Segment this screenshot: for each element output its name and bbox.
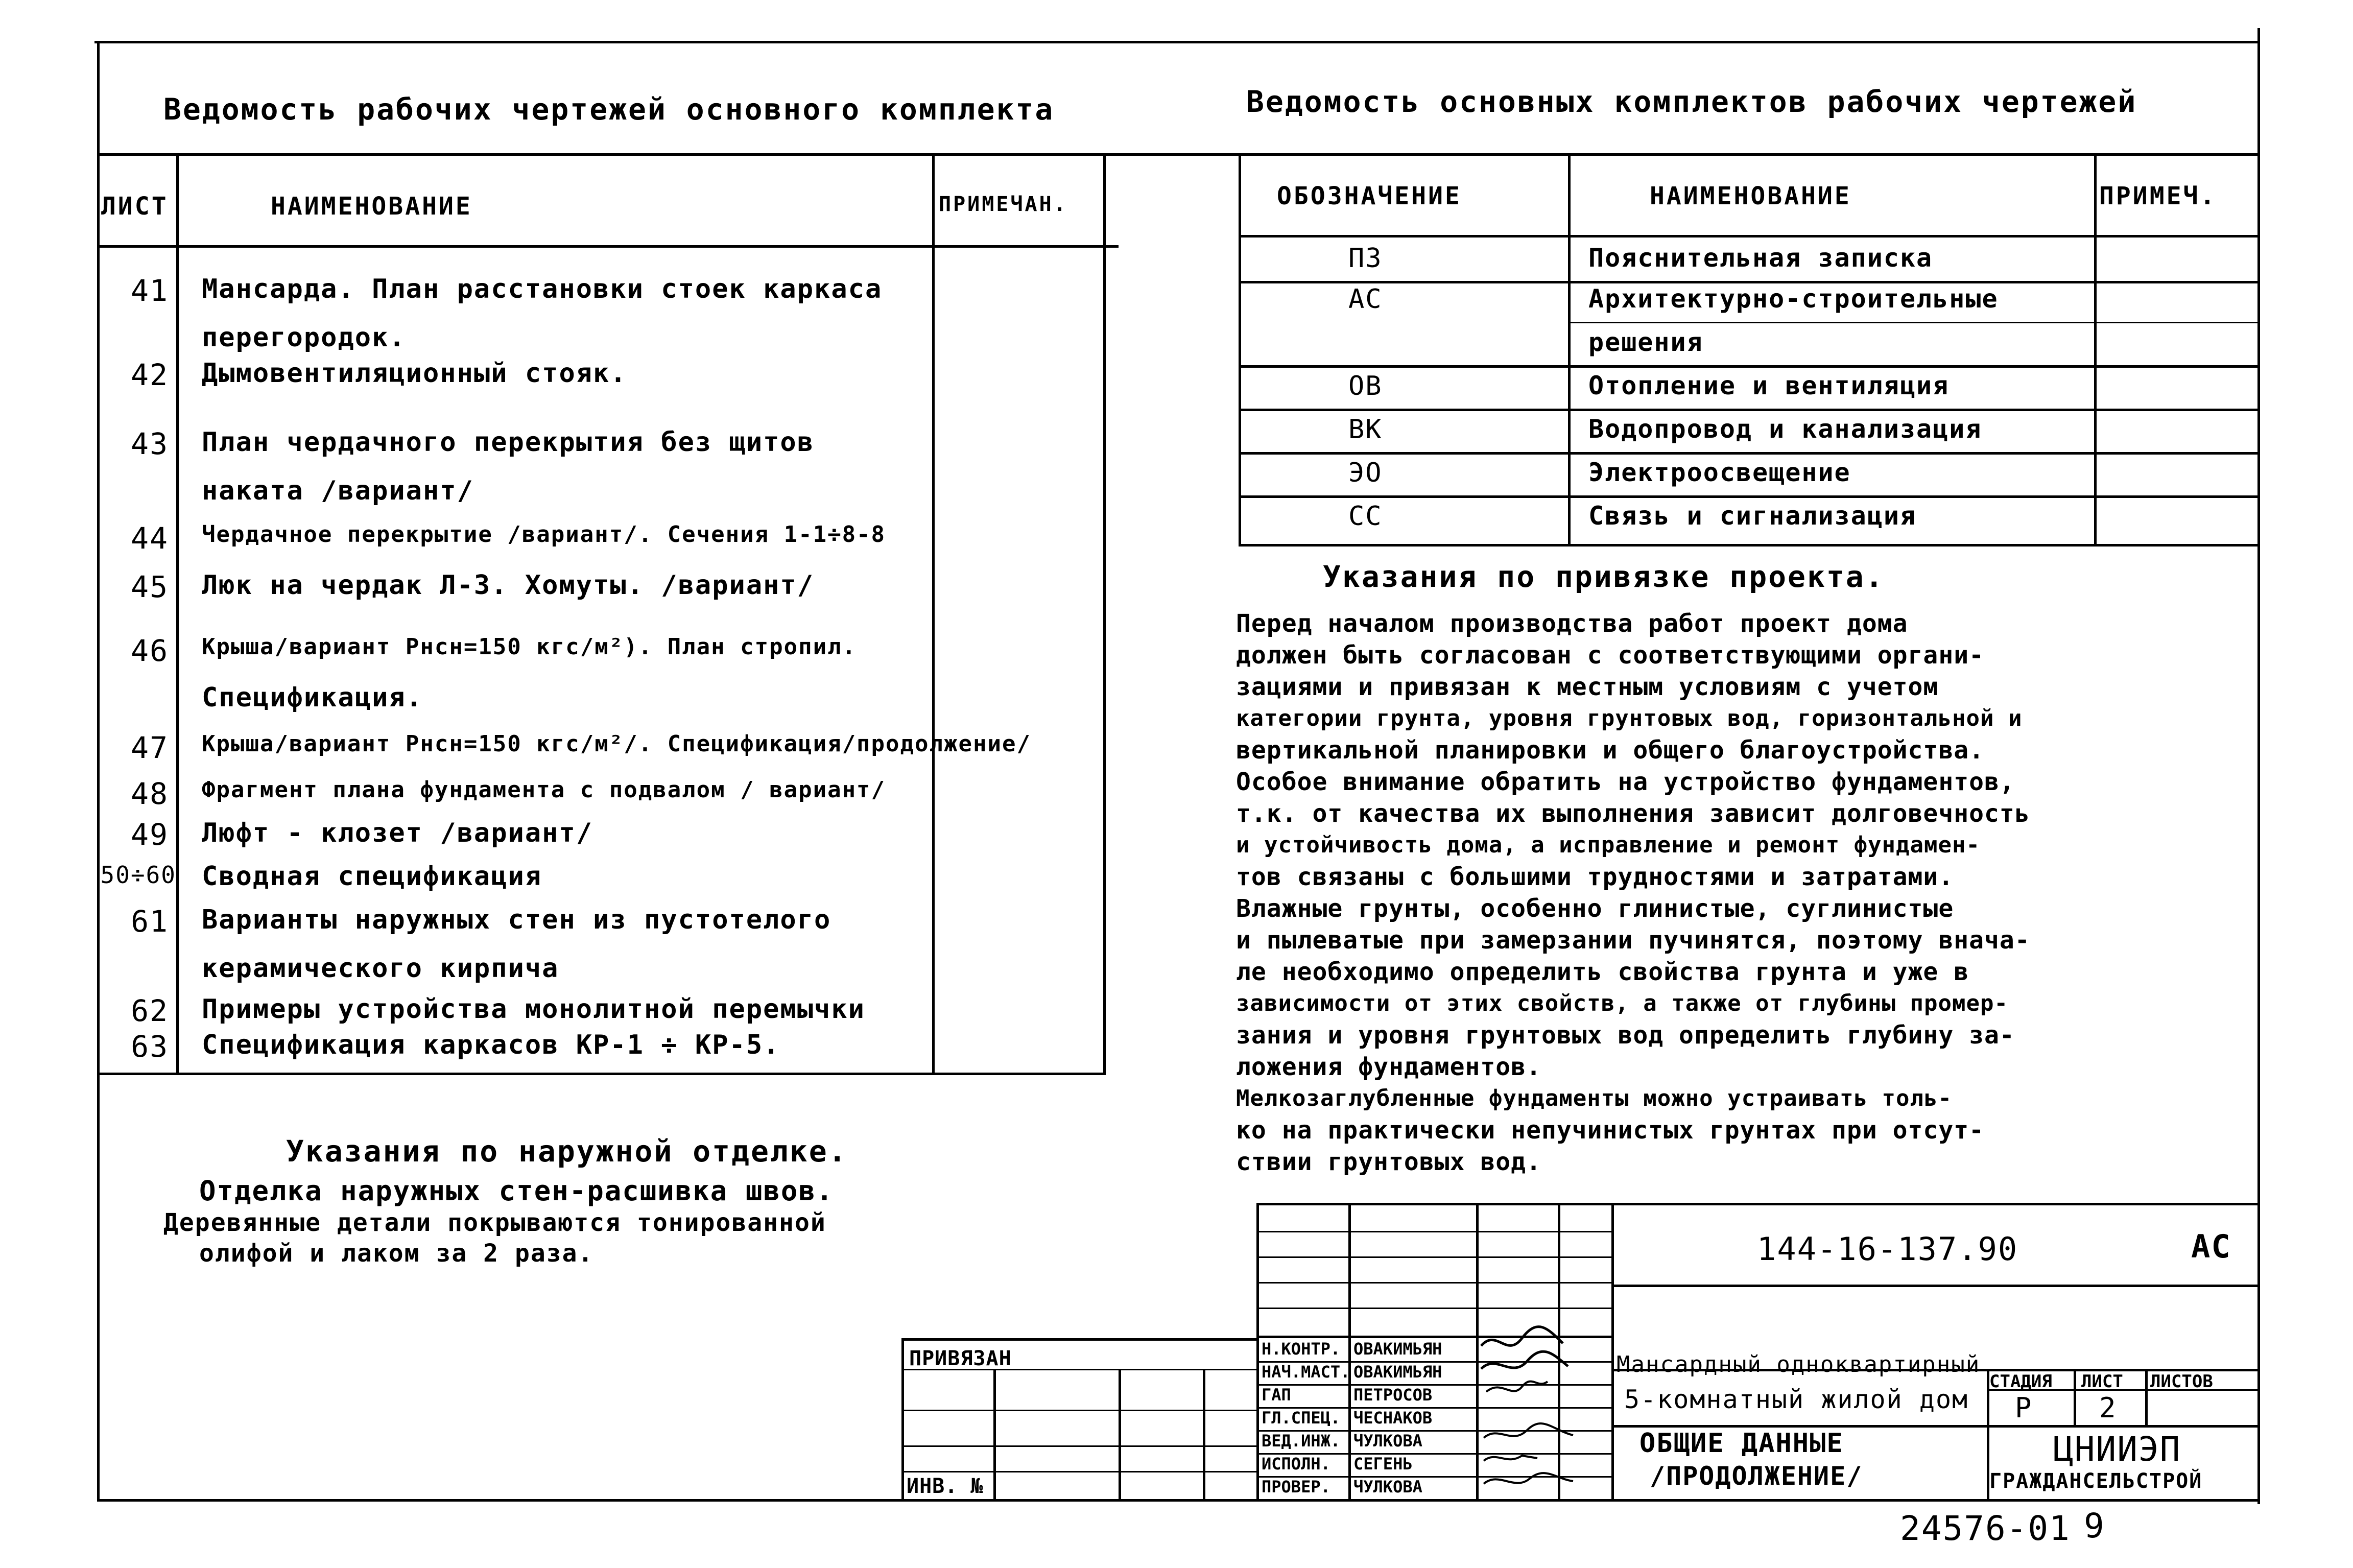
left-table-title: Ведомость рабочих чертежей основного комплекта — [163, 92, 1055, 127]
left-row-name-line: Крыша/вариант Pнсн=150 кгс/м²/. Спецификация/продолжение/ — [202, 731, 1031, 757]
right-row-code: СС — [1348, 501, 1383, 532]
right-header-name: НАИМЕНОВАНИЕ — [1650, 182, 1851, 210]
left-table-col-line-3 — [1103, 153, 1106, 1073]
exterior-line-2: Деревянные детали покрываются тонированной — [163, 1208, 826, 1237]
left-header-name: НАИМЕНОВАНИЕ — [271, 192, 472, 221]
left-row-name-line: План чердачного перекрытия без щитов — [202, 427, 815, 458]
right-table-left-line — [1239, 153, 1241, 547]
stamp-col-a — [1348, 1203, 1351, 1499]
privyazan-top — [901, 1338, 1259, 1341]
privyazan-left — [901, 1338, 904, 1499]
left-row-number: 45 — [131, 569, 169, 604]
binding-line: ствии грунтовых вод. — [1236, 1148, 1541, 1176]
left-row-name-line: Мансарда. План расстановки стоек каркаса — [202, 274, 883, 304]
binding-line: Мелкозаглубленные фундаменты можно устраивать толь- — [1236, 1085, 1953, 1111]
sheet-header: ЛИСТ — [2081, 1371, 2123, 1392]
privyazan-col-1 — [993, 1369, 996, 1499]
binding-line: и пылеватые при замерзании пучинятся, поэтому внача- — [1236, 926, 2030, 955]
right-row-code: ВК — [1348, 414, 1383, 445]
left-row-name-line: Люк на чердак Л-3. Хомуты. /вариант/ — [202, 570, 815, 601]
binding-line: т.к. от качества их выполнения зависит долговечность — [1236, 799, 2030, 828]
binding-line: и устойчивость дома, а исправление и ремонт фундамен- — [1236, 832, 1980, 858]
left-row-number: 43 — [131, 426, 169, 461]
frame-top-line — [94, 41, 2260, 43]
privyazan-line-3 — [901, 1445, 1259, 1447]
signatures — [1476, 1297, 1614, 1502]
binding-line: зависимости от этих свойств, а также от глубины промер- — [1236, 990, 2008, 1016]
right-row-divider — [1568, 322, 2260, 323]
binding-line: зациями и привязан к местным условиям с учетом — [1236, 673, 1939, 701]
left-header-note: ПРИМЕЧАН. — [939, 193, 1068, 216]
stamp-role: ГЛ.СПЕЦ. — [1262, 1408, 1341, 1428]
stamp-rev-line-1 — [1256, 1231, 1614, 1232]
left-table-bottom-line — [97, 1073, 1106, 1075]
left-row-name-line: Варианты наружных стен из пустотелого — [202, 905, 831, 935]
binding-line: Особое внимание обратить на устройство фундаментов, — [1236, 768, 2015, 796]
org-line-2: ГРАЖДАНСЕЛЬСТРОЙ — [1989, 1469, 2203, 1493]
project-line-2: 5-комнатный жилой дом — [1624, 1385, 1969, 1414]
right-row-name: Связь и сигнализация — [1588, 501, 1917, 531]
right-header-note: ПРИМЕЧ. — [2099, 182, 2217, 210]
left-row-name-line: Спецификация. — [202, 682, 423, 713]
sheet-value: 2 — [2099, 1392, 2117, 1424]
stamp-rev-line-3 — [1256, 1282, 1614, 1284]
binding-title: Указания по привязке проекта. — [1323, 559, 1885, 594]
stamp-person: ОВАКИМЬЯН — [1353, 1339, 1442, 1359]
right-row-code: ОВ — [1348, 371, 1383, 401]
left-row-name-line: Дымовентиляционный стояк. — [202, 358, 627, 389]
binding-line: категории грунта, уровня грунтовых вод, горизонтальной и — [1236, 705, 2023, 731]
binding-line: ложения фундаментов. — [1236, 1053, 1541, 1081]
stamp-top-line — [1256, 1203, 2260, 1205]
binding-line: Влажные грунты, особенно глинистые, суглинистые — [1236, 894, 1954, 923]
right-row-divider — [1239, 495, 2260, 498]
right-row-name: Пояснительная записка — [1588, 243, 1933, 273]
exterior-line-1: Отделка наружных стен-расшивка швов. — [199, 1175, 834, 1207]
right-row-divider — [1239, 281, 2260, 283]
binding-line: ко на практически непучинистых грунтах при отсут- — [1236, 1116, 1985, 1145]
left-row-number: 63 — [131, 1029, 169, 1064]
page-number: 9 — [2084, 1506, 2105, 1546]
privyazan-col-3 — [1203, 1369, 1205, 1499]
stamp-doc-line — [1611, 1425, 2260, 1428]
left-table-col-line-2 — [932, 153, 935, 1073]
stamp-person: ЧЕСНАКОВ — [1353, 1408, 1433, 1428]
stamp-rev-line-2 — [1256, 1256, 1614, 1258]
privyazan-line-2 — [901, 1410, 1259, 1411]
stage-value: Р — [2015, 1392, 2033, 1424]
left-row-number: 49 — [131, 817, 169, 852]
right-row-divider — [1239, 365, 2260, 368]
stamp-left-line — [1256, 1203, 1259, 1499]
left-row-number: 44 — [131, 521, 169, 556]
stamp-person: ПЕТРОСОВ — [1353, 1385, 1433, 1405]
right-header-code: ОБОЗНАЧЕНИЕ — [1277, 182, 1462, 210]
stamp-person: СЕГЕНЬ — [1353, 1454, 1413, 1474]
archive-number: 24576-01 — [1900, 1509, 2071, 1548]
binding-line: вертикальной планировки и общего благоустройства. — [1236, 736, 1985, 765]
inv-label: ИНВ. № — [907, 1475, 984, 1498]
right-table-col-line-1 — [1568, 153, 1571, 547]
binding-line: должен быть согласован с соответствующими органи- — [1236, 641, 1985, 670]
stamp-role: ИСПОЛН. — [1262, 1454, 1330, 1474]
stamp-role: Н.КОНТР. — [1262, 1339, 1341, 1359]
right-table-title: Ведомость основных комплектов рабочих чертежей — [1246, 84, 2137, 119]
left-table-top-line — [97, 153, 1244, 156]
stamp-role: ГАП — [1262, 1385, 1291, 1405]
left-table-col-line-1 — [176, 153, 179, 1073]
stage-header: СТАДИЯ — [1989, 1371, 2052, 1392]
left-row-number: 47 — [131, 730, 169, 765]
privyazan-label: ПРИВЯЗАН — [909, 1347, 1012, 1370]
stamp-code-line — [1611, 1285, 2260, 1287]
stamp-role: НАЧ.МАСТ. — [1262, 1362, 1350, 1382]
left-row-number: 42 — [131, 358, 169, 392]
stamp-role: ПРОВЕР. — [1262, 1477, 1330, 1496]
stamp-role: ВЕД.ИНЖ. — [1262, 1431, 1341, 1451]
left-row-number: 48 — [131, 776, 169, 811]
right-row-code: ПЗ — [1348, 243, 1383, 274]
right-row-code: ЭО — [1348, 458, 1383, 488]
project-line-1: Мансардный одноквартирный — [1617, 1351, 1981, 1377]
right-row-name: Водопровод и канализация — [1588, 414, 1982, 444]
right-table-top-line — [1239, 153, 2260, 156]
exterior-title: Указания по наружной отделке. — [286, 1134, 848, 1169]
left-row-name-line: Спецификация каркасов КР-1 ÷ КР-5. — [202, 1030, 780, 1060]
left-row-name-line: Крыша/вариант Pнсн=150 кгс/м²). План стропил. — [202, 634, 857, 660]
binding-line: тов связаны с большими трудностями и затратами. — [1236, 863, 1954, 891]
left-row-name-line: перегородок. — [202, 322, 406, 353]
doc-line-1: ОБЩИЕ ДАННЫЕ — [1639, 1428, 1844, 1459]
left-row-number: 41 — [131, 273, 169, 308]
right-row-divider — [1239, 452, 2260, 455]
binding-line: ле необходимо определить свойства грунта и уже в — [1236, 958, 1969, 986]
right-table-bottom-line — [1239, 544, 2260, 547]
org-line-1: ЦНИИЭП — [2053, 1430, 2181, 1469]
doc-line-2: /ПРОДОЛЖЕНИЕ/ — [1650, 1461, 1863, 1491]
stamp-person: ОВАКИМЬЯН — [1353, 1362, 1442, 1382]
right-row-divider — [1239, 409, 2260, 411]
left-row-name-line: наката /вариант/ — [202, 476, 474, 506]
left-row-name-line: керамического кирпича — [202, 953, 559, 984]
privyazan-line-4 — [901, 1471, 1259, 1472]
left-row-name-line: Сводная спецификация — [202, 861, 542, 892]
left-row-number: 50÷60 — [100, 861, 176, 889]
stamp-person: ЧУЛКОВА — [1353, 1477, 1422, 1496]
sheets-header: ЛИСТОВ — [2150, 1371, 2213, 1392]
right-table-col-line-2 — [2094, 153, 2097, 547]
binding-line: Перед началом производства работ проект дома — [1236, 609, 1908, 638]
left-row-number: 61 — [131, 904, 169, 939]
right-table-header-line — [1239, 235, 2260, 237]
stamp-sheet-col — [2074, 1369, 2076, 1425]
frame-right-line — [2257, 28, 2260, 1504]
binding-line: зания и уровня грунтовых вод определить глубину за- — [1236, 1021, 2015, 1050]
stamp-sheets-col — [2145, 1369, 2148, 1425]
right-row-code: АС — [1348, 284, 1383, 315]
stamp-code: 144-16-137.90 — [1757, 1230, 2018, 1268]
privyazan-col-2 — [1119, 1369, 1121, 1499]
frame-bottom-line — [97, 1499, 2260, 1502]
left-header-sheet: ЛИСТ — [101, 192, 169, 221]
right-row-name: решения — [1588, 327, 1703, 357]
left-table-header-line — [97, 245, 1119, 248]
right-row-name: Отопление и вентиляция — [1588, 371, 1950, 400]
left-row-number: 62 — [131, 993, 169, 1028]
stamp-mark: АС — [2191, 1228, 2231, 1265]
left-row-number: 46 — [131, 633, 169, 668]
left-row-name-line: Примеры устройства монолитной перемычки — [202, 994, 865, 1025]
left-row-name-line: Чердачное перекрытие /вариант/. Сечения 1-1÷8-8 — [202, 521, 886, 548]
frame-left-line — [97, 41, 100, 1502]
exterior-line-3: олифой и лаком за 2 раза. — [199, 1239, 594, 1268]
left-row-name-line: Люфт - клозет /вариант/ — [202, 818, 593, 848]
right-row-name: Электроосвещение — [1588, 458, 1851, 487]
right-row-name: Архитектурно-строительные — [1588, 284, 1999, 314]
left-row-name-line: Фрагмент плана фундамента с подвалом / вариант/ — [202, 777, 886, 803]
stamp-person: ЧУЛКОВА — [1353, 1431, 1422, 1451]
